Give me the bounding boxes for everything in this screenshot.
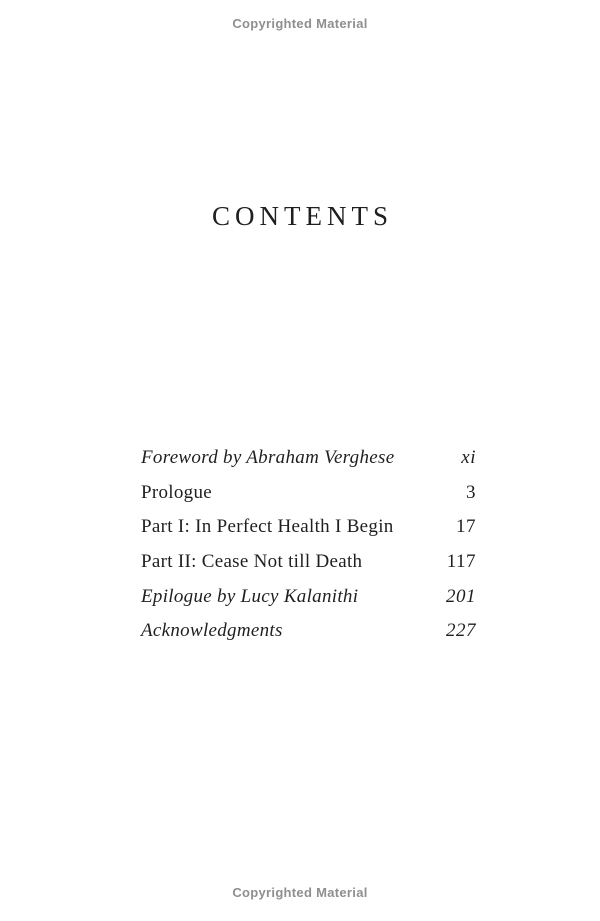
toc-entry-page: 17	[456, 516, 476, 538]
toc-row	[141, 441, 476, 476]
toc-entry-label: Acknowledgments	[141, 620, 283, 642]
copyright-notice-top: Copyrighted Material	[232, 16, 368, 31]
toc-entry-label: Part I: In Perfect Health I Begin	[141, 516, 394, 538]
toc-entry-page: 3	[466, 481, 476, 503]
toc-row	[141, 580, 476, 615]
toc-list	[141, 441, 476, 649]
toc-entry-label: Epilogue by Lucy Kalanithi	[141, 585, 359, 607]
toc-entry-label: Foreword by Abraham Verghese	[141, 447, 395, 468]
toc-row	[141, 476, 476, 511]
toc-entry-page: 227	[446, 620, 476, 642]
toc-entry-label: Prologue	[141, 481, 213, 503]
toc-row	[141, 510, 476, 545]
contents-title: CONTENTS	[212, 201, 393, 231]
copyright-notice-bottom: Copyrighted Material	[232, 885, 368, 900]
toc-row	[141, 545, 476, 580]
toc-entry-page: 201	[446, 585, 476, 607]
toc-entry-page: xi	[461, 447, 476, 468]
toc-entry-page: 117	[446, 551, 476, 573]
toc-row	[141, 614, 476, 649]
toc-entry-label: Part II: Cease Not till Death	[141, 551, 363, 573]
